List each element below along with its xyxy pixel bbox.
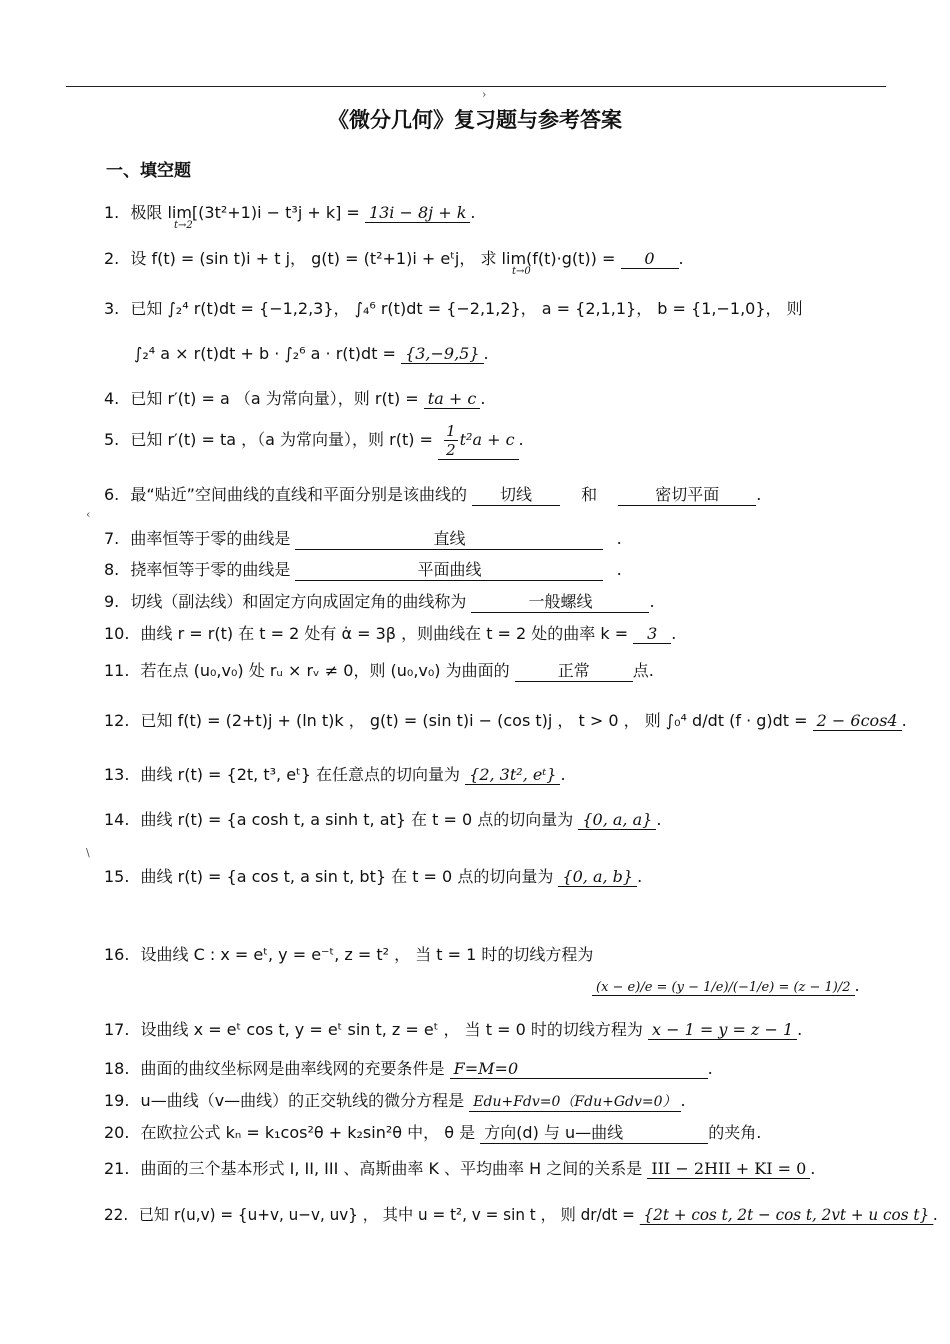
question-number: 21. (104, 1159, 130, 1178)
answer: ta + c (424, 389, 481, 409)
answer: Edu+Fdv=0（Fdu+Gdv=0） (469, 1091, 680, 1112)
question-number: 19. (104, 1091, 130, 1110)
question-number: 8. (104, 560, 120, 579)
question-text: 在欧拉公式 kₙ = k₁cos²θ + k₂sin²θ 中， θ 是 (140, 1123, 476, 1142)
question-tail: . (649, 592, 655, 611)
question-tail: 点. (632, 661, 654, 680)
question-10 (104, 621, 676, 644)
question-13 (104, 762, 566, 785)
question-21 (104, 1156, 815, 1179)
question-number: 10. (104, 624, 130, 643)
question-tail: . (797, 1020, 803, 1039)
question-14 (104, 807, 661, 830)
question-text: 已知 r(u,v) = {u+v, u−v, uv} ， 其中 u = t², v = sin t ， 则 dr/dt = (138, 1205, 635, 1224)
question-text: 若在点 (u₀,v₀) 处 rᵤ × rᵥ ≠ 0，则 (u₀,v₀) 为曲面的 (140, 661, 510, 680)
question-9 (104, 589, 655, 613)
question-number: 1. (104, 203, 120, 222)
question-number: 3. (104, 299, 120, 318)
question-text: 已知 ∫₂⁴ r(t)dt = {−1,2,3}， ∫₄⁶ r(t)dt = {−2,1,2}， a = {2,1,1}， b = {1,−1,0}， 则 (130, 299, 803, 318)
question-1 (104, 200, 476, 231)
question-number: 14. (104, 810, 130, 829)
question-text: 切线（副法线）和固定方向成固定角的曲线称为 (130, 592, 467, 611)
answer: 直线 (295, 526, 603, 550)
question-tail: . (637, 867, 643, 886)
fraction-numerator: 1 (446, 422, 456, 440)
answer (438, 422, 518, 460)
question-number: 16. (104, 945, 130, 964)
question-number: 18. (104, 1059, 130, 1078)
document-title: 《微分几何》复习题与参考答案 (328, 108, 622, 132)
question-tail: . (656, 810, 662, 829)
answer: 3 (633, 624, 671, 644)
question-tail: . (901, 711, 907, 730)
question-number: 9. (104, 592, 120, 611)
question-tail: . (932, 1205, 938, 1224)
question-text: ∫₂⁴ a × r(t)dt + b · ∫₂⁶ a · r(t)dt = (134, 344, 396, 363)
question-number: 20. (104, 1123, 130, 1142)
top-mark: › (482, 88, 487, 101)
section-heading: 一、填空题 (106, 161, 191, 181)
question-text: 设 f(t) = (sin t)i + t j， g(t) = (t²+1)i + eᵗj， 求 lim(f(t)·g(t)) = (130, 249, 616, 268)
question-tail: . (480, 389, 486, 408)
answer: 正常 (515, 658, 633, 682)
question-text: 曲率恒等于零的曲线是 (130, 529, 291, 548)
answer: {3,−9,5} (401, 344, 483, 364)
answer: 0 (621, 249, 679, 269)
question-tail: . (518, 430, 524, 449)
question-number: 5. (104, 430, 120, 449)
question-number: 15. (104, 867, 130, 886)
answer: 13i − 8j + k (365, 203, 470, 223)
question-tail: . (678, 249, 684, 268)
question-text: 和 (581, 485, 598, 504)
question-11 (104, 658, 654, 682)
question-number: 17. (104, 1020, 130, 1039)
fraction (444, 422, 458, 459)
question-17 (104, 1017, 802, 1040)
question-12 (104, 708, 907, 731)
answer-text: t²a + c (459, 430, 515, 449)
question-5 (104, 422, 524, 460)
question-tail: . (560, 765, 566, 784)
answer: 一般螺线 (471, 589, 649, 613)
answer: 平面曲线 (295, 557, 603, 581)
question-text: 曲面的三个基本形式 I, II, III 、高斯曲率 K 、平均曲率 H 之间的关系是 (140, 1159, 643, 1178)
limit-subscript: t→0 (512, 266, 531, 277)
question-4 (104, 386, 485, 409)
question-text: 最“贴近”空间曲线的直线和平面分别是该曲线的 (130, 485, 467, 504)
answer: {0, a, b} (558, 867, 637, 887)
answer: x − 1 = y = z − 1 (648, 1020, 797, 1040)
question-tail: . (616, 529, 622, 548)
question-tail: . (483, 344, 489, 363)
question-number: 7. (104, 529, 120, 548)
header-rule (66, 86, 886, 87)
question-15 (104, 864, 642, 887)
answer: 方向(d) 与 u—曲线 (480, 1120, 708, 1144)
question-tail: . (854, 976, 860, 995)
answer: 2 − 6cos4 (813, 711, 902, 731)
question-18 (104, 1056, 713, 1079)
question-text: 挠率恒等于零的曲线是 (130, 560, 291, 579)
margin-mark: ‹ (86, 508, 91, 521)
question-text: 设曲线 x = eᵗ cos t, y = eᵗ sin t, z = eᵗ ， 当 t = 0 时的切线方程为 (140, 1020, 643, 1039)
fraction-denominator: 2 (446, 441, 456, 459)
question-number: 2. (104, 249, 120, 268)
question-number: 13. (104, 765, 130, 784)
question-text: u—曲线（v—曲线）的正交轨线的微分方程是 (140, 1091, 465, 1110)
question-16 (104, 942, 593, 965)
question-tail: . (470, 203, 476, 222)
question-text: 曲线 r = r(t) 在 t = 2 处有 α̇ = 3β ，则曲线在 t = 2 处的曲率 k = (140, 624, 629, 643)
question-7 (104, 526, 622, 550)
answer: 切线 (472, 482, 560, 506)
question-2 (104, 246, 684, 277)
answer: {2, 3t², eᵗ} (465, 765, 560, 785)
question-19 (104, 1088, 686, 1112)
question-tail: . (671, 624, 677, 643)
question-text: 已知 r′(t) = a （a 为常向量），则 r(t) = (130, 389, 419, 408)
question-6 (104, 482, 761, 506)
answer: 密切平面 (618, 482, 756, 506)
question-tail: . (680, 1091, 686, 1110)
question-16-answer (592, 976, 860, 996)
answer: {0, a, a} (578, 810, 656, 830)
question-8 (104, 557, 622, 581)
question-text: 已知 r′(t) = ta ，（a 为常向量），则 r(t) = (130, 430, 433, 449)
question-text: 曲线 r(t) = {a cosh t, a sinh t, at} 在 t = 0 点的切向量为 (140, 810, 574, 829)
question-text: 极限 lim[(3t²+1)i − t³j + k] = (130, 203, 360, 222)
question-tail: . (616, 560, 622, 579)
question-3 (104, 296, 803, 319)
question-number: 4. (104, 389, 120, 408)
question-number: 6. (104, 485, 120, 504)
limit-subscript: t→2 (174, 220, 193, 231)
margin-mark: \ (86, 846, 90, 859)
answer: {2t + cos t, 2t − cos t, 2vt + u cos t} (640, 1205, 933, 1225)
question-22 (104, 1202, 938, 1225)
answer: F=M=0 (450, 1059, 708, 1079)
question-3-continued (134, 344, 489, 364)
question-20 (104, 1120, 761, 1144)
question-text: 曲线 r(t) = {2t, t³, eᵗ} 在任意点的切向量为 (140, 765, 461, 784)
question-text: 曲面的曲纹坐标网是曲率线网的充要条件是 (140, 1059, 445, 1078)
question-tail: . (810, 1159, 816, 1178)
question-tail: . (707, 1059, 713, 1078)
answer: III − 2HII + KI = 0 (647, 1159, 810, 1179)
question-tail: 的夹角. (708, 1123, 762, 1142)
question-text: 曲线 r(t) = {a cos t, a sin t, bt} 在 t = 0 点的切向量为 (140, 867, 554, 886)
question-tail: . (756, 485, 762, 504)
question-text: 已知 f(t) = (2+t)j + (ln t)k ， g(t) = (sin t)i − (cos t)j ， t > 0 ， 则 ∫₀⁴ d/dt (f · g)dt = (140, 711, 808, 730)
answer: (x − e)/e = (y − 1/e)/(−1/e) = (z − 1)/2 (592, 980, 855, 996)
question-number: 22. (104, 1205, 129, 1224)
question-text: 设曲线 C : x = eᵗ, y = e⁻ᵗ, z = t² ， 当 t = 1 时的切线方程为 (140, 945, 594, 964)
question-number: 11. (104, 661, 130, 680)
question-number: 12. (104, 711, 130, 730)
